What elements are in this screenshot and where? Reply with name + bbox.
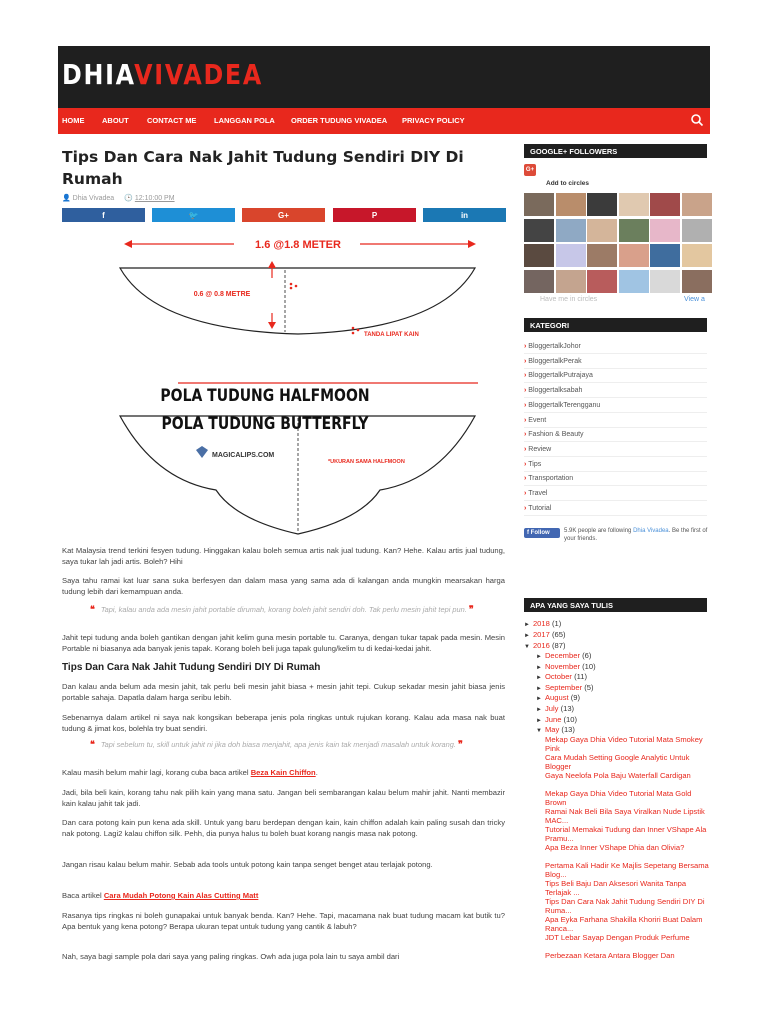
archive-post-link[interactable]: Perbezaan Ketara Antara Blogger Dan <box>545 951 675 960</box>
expand-arrow-icon[interactable]: ► <box>536 654 542 660</box>
archive-month[interactable] <box>536 683 594 692</box>
category-item[interactable] <box>524 343 707 354</box>
chevron-right-icon: › <box>524 387 529 395</box>
chevron-right-icon: › <box>524 475 529 483</box>
archive-post-link[interactable]: Mekap Gaya Dhia Video Tutorial Mata Smokey Pink <box>545 735 703 753</box>
archive-count: (9) <box>568 693 580 703</box>
follower-avatar[interactable] <box>650 270 680 293</box>
quote-1-text: Tapi, kalau anda ada mesin jahit portable dirumah, korang boleh jahit sendiri doh. Tak perlu mesin jahit tepi pun. <box>100 605 467 614</box>
paragraph-6-end: . <box>315 768 318 777</box>
facebook-share-button[interactable] <box>62 208 145 222</box>
category-item[interactable] <box>524 402 707 413</box>
author-name: Dhia Vivadea <box>72 195 115 202</box>
paragraph-12: Nah, saya bagi sample pola dari saya yang paling ringkas. Owh ada juga pola lain tu saya ambil dari <box>62 952 400 961</box>
follower-avatar[interactable] <box>524 244 554 267</box>
archive-post-link[interactable]: Ramai Nak Beli Bila Saya Viralkan Nude Lipstik MAC... <box>545 807 705 825</box>
archive-count: (10) <box>561 714 578 724</box>
site-logo[interactable] <box>62 58 263 91</box>
follower-avatar[interactable] <box>556 270 586 293</box>
tudung-pattern-illustration <box>110 228 490 538</box>
pattern-title-butterfly: POLA TUDUNG BUTTERFLY <box>161 413 369 434</box>
archive-year[interactable] <box>524 641 565 650</box>
expand-arrow-icon[interactable]: ► <box>536 707 542 713</box>
chevron-right-icon: › <box>524 401 529 409</box>
post-time-text: 12:10:00 PM <box>134 195 175 202</box>
archive-month[interactable] <box>536 651 591 660</box>
category-item[interactable] <box>524 461 707 472</box>
follower-avatar[interactable] <box>556 219 586 242</box>
chevron-right-icon: › <box>524 445 529 453</box>
main-nav <box>58 108 710 134</box>
follower-avatar[interactable] <box>524 193 554 216</box>
category-item[interactable] <box>524 417 707 428</box>
nav-home[interactable]: HOME <box>62 116 85 125</box>
archive-label[interactable]: July <box>544 704 559 713</box>
archive-label[interactable]: September <box>544 682 583 692</box>
paragraph-4: Dan kalau anda belum ada mesin jahit, tak perlu beli mesin jahit biasa + mesin jahit tepi. Cukup sekadar mesin jahit biasa jenis portable sahaja. Dapatla dalam harga seribu lebih. <box>62 682 505 702</box>
archive-label[interactable]: 2018 <box>532 619 550 628</box>
category-item[interactable] <box>524 387 707 398</box>
expand-arrow-icon[interactable]: ► <box>536 675 542 682</box>
chevron-right-icon: › <box>524 416 529 424</box>
author[interactable]: 👤 Dhia Vivadea <box>62 195 115 202</box>
twitter-share-button[interactable] <box>152 208 235 222</box>
follower-avatar[interactable] <box>682 270 712 293</box>
archive-label[interactable]: 2017 <box>532 630 550 639</box>
google-plus-icon: G+ <box>278 210 289 220</box>
archive-post-link[interactable]: Tips Beli Baju Dan Aksesori Wanita Tanpa Terlajak ... <box>545 879 687 897</box>
expand-arrow-icon[interactable]: ► <box>536 717 542 724</box>
chevron-right-icon: › <box>524 357 529 365</box>
post-meta <box>62 194 175 202</box>
facebook-icon: f <box>102 210 105 220</box>
chevron-right-icon: › <box>524 343 529 350</box>
archive-post-link[interactable]: Tutorial Memakai Tudung dan Inner VShape Ala Pramu... <box>545 825 707 843</box>
category-label: Tips <box>528 460 542 468</box>
category-label: Transportation <box>528 475 574 483</box>
brand-watermark: MAGICALIPS.COM <box>212 452 275 459</box>
archive-count: (1) <box>549 619 562 628</box>
google-plus-share-button[interactable] <box>242 208 325 222</box>
chevron-right-icon: › <box>524 431 529 439</box>
archive-label[interactable]: 2016 <box>532 641 550 650</box>
archive-count: (11) <box>571 672 588 682</box>
paragraph-9: Jangan risau kalau belum mahir. Sebab ada tools untuk potong kain tanpa senget benget atau terlajak potong. <box>62 860 433 869</box>
archive-label[interactable]: June <box>544 714 562 724</box>
paragraph-6-text: Kalau masih belum mahir lagi, korang cuba baca artikel <box>62 768 249 777</box>
category-label: Fashion & Beauty <box>528 431 584 439</box>
quote-2-text: Tapi sebelum tu, skill untuk jahit ni jika doh biasa menjahit, apa jenis kain tak menjadi masalah untuk korang. <box>100 740 456 749</box>
size-note: *UKURAN SAMA HALFMOON <box>328 459 405 465</box>
archive-post-link[interactable]: JDT Lebar Sayap Dengan Produk Perfume <box>545 933 690 942</box>
archive-label[interactable]: November <box>544 661 580 671</box>
archive-label[interactable]: August <box>544 693 569 703</box>
archive-post-link[interactable]: Gaya Neelofa Pola Baju Waterfall Cardigan <box>545 771 691 780</box>
expand-arrow-icon[interactable]: ► <box>536 685 542 692</box>
follower-avatar[interactable] <box>556 244 586 267</box>
category-label: BloggertalkTerengganu <box>528 401 601 409</box>
expand-arrow-icon[interactable]: ► <box>536 696 542 703</box>
quote-open-icon: ❝ <box>90 604 95 614</box>
follower-avatar[interactable] <box>682 244 712 267</box>
archive-label[interactable]: October <box>544 672 572 682</box>
follow-label: Follow <box>530 530 550 536</box>
quote-close-icon: ❞ <box>468 604 474 614</box>
archive-label[interactable]: May <box>544 725 560 735</box>
archive-month[interactable] <box>536 725 575 734</box>
category-item[interactable] <box>524 431 707 442</box>
category-label: BloggertalkPutrajaya <box>528 372 593 380</box>
archive-month[interactable] <box>536 662 596 671</box>
archive-year[interactable] <box>524 630 565 639</box>
quote-open-icon: ❝ <box>90 739 95 749</box>
follower-avatar[interactable] <box>619 219 649 242</box>
link-beza-kain-chiffon[interactable]: Beza Kain Chiffon <box>250 768 316 777</box>
widget-title-kategori: KATEGORI <box>524 318 707 332</box>
nav-langgan-pola[interactable]: LANGGAN POLA <box>214 116 275 125</box>
archive-year[interactable] <box>524 619 561 628</box>
pinterest-share-button[interactable] <box>333 208 416 222</box>
archive-month[interactable] <box>536 715 577 724</box>
blockquote-1 <box>90 604 502 615</box>
archive-post-link[interactable]: Pertama Kali Hadir Ke Majlis Sepetang Bersama Blog... <box>545 861 709 879</box>
archive-month[interactable] <box>536 672 587 681</box>
category-label: Tutorial <box>528 504 552 512</box>
nav-order-tudung[interactable]: ORDER TUDUNG VIVADEA <box>291 116 388 125</box>
facebook-follow-button[interactable]: f Follow <box>524 528 560 538</box>
widget-title-archive: APA YANG SAYA TULIS <box>524 598 707 612</box>
pattern-title-halfmoon: POLA TUDUNG HALFMOON <box>160 385 370 406</box>
logo-text-vivadea: VIVADEA <box>134 58 263 91</box>
facebook-follow-text <box>564 527 709 543</box>
category-item[interactable] <box>524 505 707 516</box>
linkedin-share-button[interactable] <box>423 208 506 222</box>
category-label: Bloggertalksabah <box>528 387 583 395</box>
fold-label: TANDA LIPAT KAIN <box>364 332 419 338</box>
follower-avatar[interactable] <box>682 193 712 216</box>
chevron-right-icon: › <box>524 372 529 380</box>
category-item[interactable] <box>524 446 707 457</box>
archive-count: (87) <box>549 641 566 650</box>
archive-label[interactable]: December <box>544 651 580 660</box>
blockquote-2 <box>90 739 502 750</box>
paragraph-10-text: Baca artikel <box>62 891 102 900</box>
nav-about[interactable]: ABOUT <box>102 116 129 125</box>
site-header <box>58 46 710 108</box>
category-label: BloggertalkPerak <box>528 357 582 365</box>
fb-page-link[interactable]: Dhia Vivadea <box>633 528 669 534</box>
chevron-right-icon: › <box>524 504 529 512</box>
follower-avatar[interactable] <box>650 193 680 216</box>
paragraph-8: Dan cara potong kain pun kena ada skill. Untuk yang baru berdepan dengan kain, kain chiffon adalah kain paling susah dan tricky nak potong. Lagi2 kalau chiffon silk. Pehh, dia punya halus tu boleh buat korang nangis masa nak potong. <box>62 818 505 838</box>
expand-arrow-icon[interactable]: ► <box>536 664 542 671</box>
archive-post-link[interactable]: Apa Eyka Farhana Shakilla Khoriri Buat Dalam Ranca... <box>545 915 703 933</box>
archive-count: (6) <box>579 651 592 660</box>
archive-post-link[interactable]: Cara Mudah Setting Google Analytic Untuk Blogger <box>545 753 690 771</box>
twitter-icon: 🐦 <box>188 210 199 220</box>
paragraph-2: Saya tahu ramai kat luar sana suka berfesyen dan dalam masa yang sama ada di kalangan anda mungkin mearsakan harga tudung lebih dari kemampuan anda. <box>62 576 505 596</box>
post-title: Tips Dan Cara Nak Jahit Tudung Sendiri DIY Di Rumah <box>62 148 464 188</box>
collapse-arrow-icon[interactable]: ▼ <box>524 644 530 650</box>
expand-arrow-icon[interactable]: ► <box>524 622 530 628</box>
post-time: 🕒 12:10:00 PM <box>124 195 175 202</box>
paragraph-3: Jahit tepi tudung anda boleh gantikan dengan jahit kelim guna mesin portable tu. Caranya, dengan tukar tapak pada mesin. Mesin Portable ni biasanya ada banyak jenis tapak. Korang boleh beli juga tapak gulung/kelim tu di kedai-kedai jahit. <box>62 633 505 653</box>
chevron-right-icon: › <box>524 490 529 497</box>
category-item[interactable] <box>524 372 707 383</box>
category-label: Review <box>528 445 552 453</box>
follower-avatar[interactable] <box>587 270 617 293</box>
follower-avatar[interactable] <box>556 193 586 216</box>
paragraph-11: Rasanya tips ringkas ni boleh gunapakai untuk banyak benda. Kan? Hehe. Tapi, macamana nak buat tudung macam kat butik tu? Apa bentuk yang kena potong? Berapa ukuran tepat untuk tudung yang cantik & labuh? <box>62 911 505 931</box>
archive-count: (13) <box>559 725 575 735</box>
nav-contact[interactable]: CONTACT ME <box>147 116 197 125</box>
fb-text-post: . Be the first of your friends. <box>564 528 708 542</box>
category-label: Event <box>528 416 547 424</box>
paragraph-7: Jadi, bila beli kain, korang tahu nak pilih kain yang mana satu. Jangan beli sembarangan kalau belum mahir jahit. Nanti membazir kain kalau jahit tak jadi. <box>62 788 505 808</box>
archive-month[interactable] <box>536 704 574 713</box>
archive-post-link[interactable]: Apa Beza Inner VShape Dhia dan Olivia? <box>545 843 685 852</box>
follower-avatar[interactable] <box>587 193 617 216</box>
measure-side-label: 0.6 @ 0.8 METRE <box>193 291 251 298</box>
archive-count: (65) <box>549 630 566 639</box>
fb-text-pre: 5.9K people are following <box>564 528 632 534</box>
measure-top-label: 1.6 @1.8 METER <box>255 239 341 251</box>
follower-avatar[interactable] <box>524 270 554 293</box>
paragraph-1: Kat Malaysia trend terkini fesyen tudung. Hinggakan kalau boleh semua artis nak jual tudung. Kan? Hehe. Kalau artis jual tudung, saya tukar lah jadi artis. Boleh? Hihi <box>62 546 505 566</box>
chevron-right-icon: › <box>524 460 529 468</box>
archive-post-link[interactable]: Tips Dan Cara Nak Jahit Tudung Sendiri DIY Di Ruma... <box>545 897 705 915</box>
archive-count: (10) <box>579 661 596 671</box>
follower-avatar[interactable] <box>682 219 712 242</box>
logo-text-dhia: DHIA <box>62 58 135 91</box>
paragraph-5: Sebenarnya dalam artikel ni saya nak kongsikan beberapa jenis pola ringkas untuk rujukan korang. Kalau ada masa nak buat tudung & jimat kos, bolehla try buat sendiri. <box>62 713 505 733</box>
archive-post-link[interactable]: Mekap Gaya Dhia Video Tutorial Mata Gold Brown <box>545 789 692 807</box>
follower-avatar[interactable] <box>524 219 554 242</box>
collapse-arrow-icon[interactable]: ▼ <box>536 728 542 735</box>
archive-count: (13) <box>558 704 575 713</box>
search-icon[interactable] <box>690 113 704 127</box>
expand-arrow-icon[interactable]: ► <box>524 633 530 639</box>
follower-avatar[interactable] <box>619 270 649 293</box>
archive-count: (5) <box>582 682 594 692</box>
nav-privacy-policy[interactable]: PRIVACY POLICY <box>402 116 465 125</box>
link-cutting-matt[interactable]: Cara Mudah Potong Kain Alas Cutting Matt <box>103 891 259 900</box>
archive-month[interactable] <box>536 693 580 702</box>
pinterest-icon: P <box>371 210 378 220</box>
circles-note: Have me in circles <box>540 296 598 303</box>
follower-avatar[interactable] <box>587 244 617 267</box>
section-heading: Tips Dan Cara Nak Jahit Tudung Sendiri DIY Di Rumah <box>62 662 321 673</box>
category-item[interactable] <box>524 475 707 486</box>
paragraph-6 <box>62 767 505 778</box>
widget-title-gplus: GOOGLE+ FOLLOWERS <box>524 144 707 158</box>
follower-avatar[interactable] <box>619 193 649 216</box>
follower-avatar[interactable] <box>650 219 680 242</box>
linkedin-icon: in <box>460 210 469 220</box>
category-item[interactable] <box>524 490 707 501</box>
category-item[interactable] <box>524 358 707 369</box>
follower-avatar[interactable] <box>587 219 617 242</box>
add-to-circles-button[interactable]: Add to circles <box>546 180 589 187</box>
view-all-link[interactable]: View a <box>684 296 705 303</box>
quote-close-icon: ❞ <box>458 739 463 749</box>
google-plus-icon[interactable]: G+ <box>524 164 536 176</box>
follower-avatar[interactable] <box>650 244 680 267</box>
category-label: BloggertalkJohor <box>528 343 581 350</box>
paragraph-10 <box>62 890 505 901</box>
category-label: Travel <box>528 490 548 497</box>
follower-avatar[interactable] <box>619 244 649 267</box>
